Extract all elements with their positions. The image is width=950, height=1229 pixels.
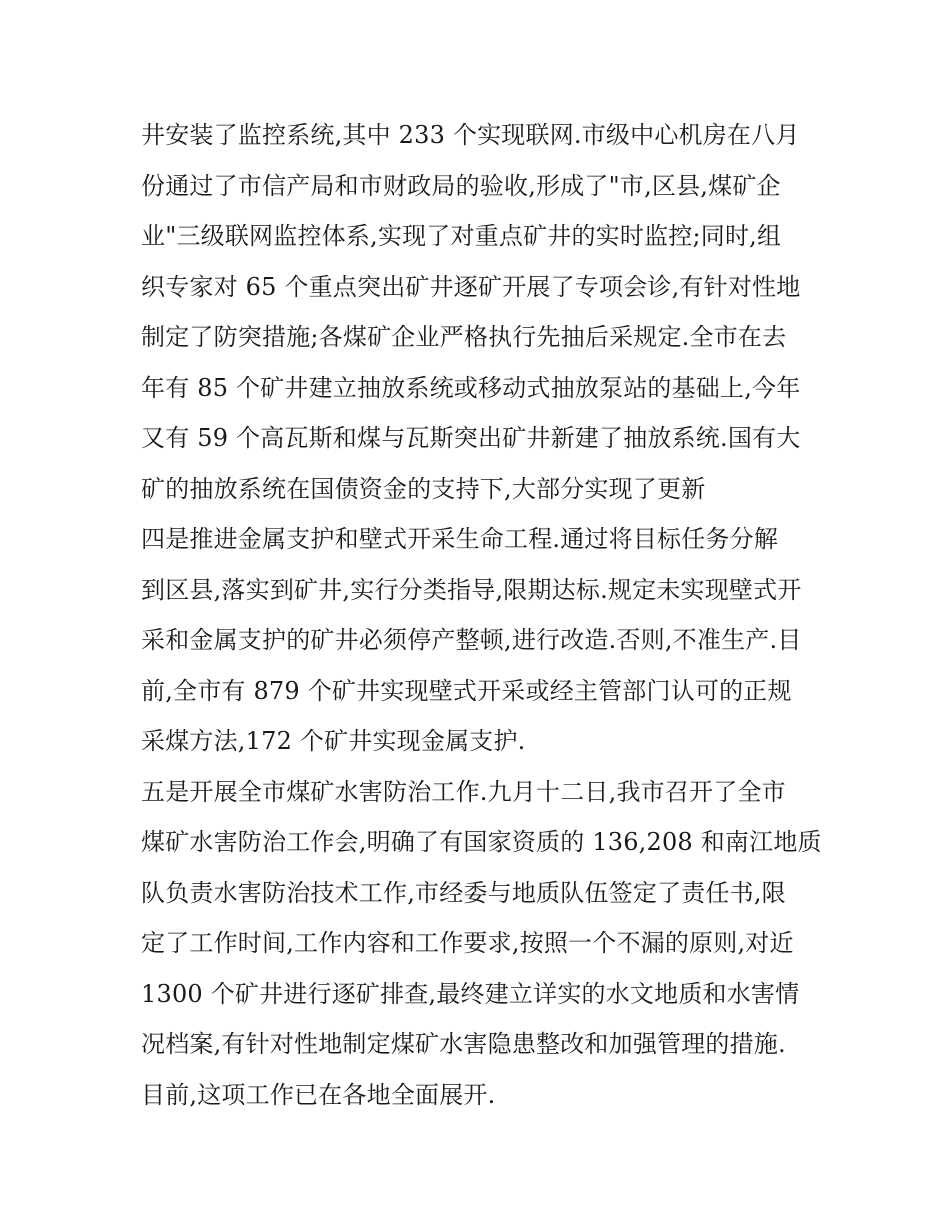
body-text (141, 110, 822, 1120)
text-line: 采煤方法,172 个矿井实现金属支护. (141, 727, 526, 755)
text-line: 队负责水害防治技术工作,市经委与地质队伍签定了责任书,限 (141, 878, 786, 907)
text-line: 1300 个矿井进行逐矿排查,最终建立详实的水文地质和水害情 (141, 979, 800, 1008)
text-line: 份通过了市信产局和市财政局的验收,形成了"市,区县,煤矿企 (141, 171, 781, 200)
paragraph-start-line: 四是推进金属支护和壁式开采生命工程.通过将目标任务分解 (141, 525, 779, 553)
text-line: 年有 85 个矿井建立抽放系统或移动式抽放泵站的基础上,今年 (141, 373, 801, 402)
paragraph-start-line: 五是开展全市煤矿水害防治工作.九月十二日,我市召开了全市 (141, 777, 786, 806)
text-line: 织专家对 65 个重点突出矿井逐矿开展了专项会诊,有针对性地 (141, 272, 801, 301)
text-line: 到区县,落实到矿井,实行分类指导,限期达标.规定未实现壁式开 (141, 575, 802, 604)
text-line: 况档案,有针对性地制定煤矿水害隐患整改和加强管理的措施. (141, 1030, 786, 1058)
text-line: 井安装了监控系统,其中 233 个实现联网.市级中心机房在八月 (141, 121, 800, 149)
text-line: 煤矿水害防治工作会,明确了有国家资质的 136,208 和南江地质 (141, 828, 822, 856)
text-line: 采和金属支护的矿井必须停产整顿,进行改造.否则,不准生产.目 (141, 626, 802, 654)
text-line: 制定了防突措施;各煤矿企业严格执行先抽后采规定.全市在去 (141, 323, 787, 351)
text-line: 目前,这项工作已在各地全面展开. (141, 1080, 496, 1109)
text-line: 定了工作时间,工作内容和工作要求,按照一个不漏的原则,对近 (141, 929, 794, 957)
text-line: 又有 59 个高瓦斯和煤与瓦斯突出矿井新建了抽放系统.国有大 (141, 424, 801, 452)
text-line: 前,全市有 879 个矿井实现壁式开采或经主管部门认可的正规 (141, 676, 792, 705)
text-line: 矿的抽放系统在国债资金的支持下,大部分实现了更新 (141, 474, 706, 503)
text-line: 业"三级联网监控体系,实现了对重点矿井的实时监控;同时,组 (141, 222, 782, 250)
